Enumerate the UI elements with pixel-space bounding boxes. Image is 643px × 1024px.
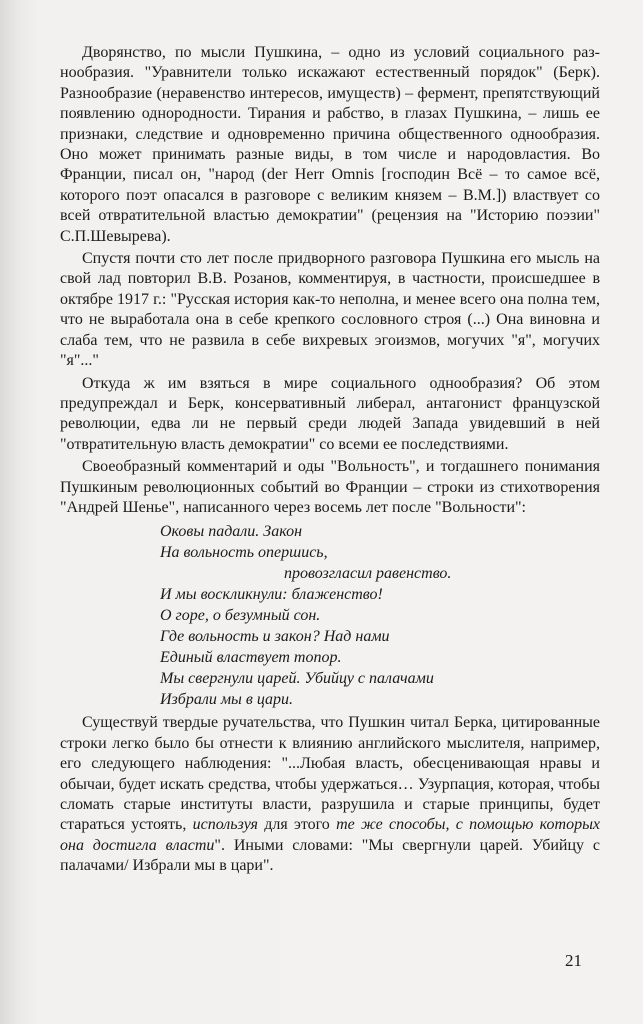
paragraph-text: для этого [257,816,337,834]
page-number: 21 [565,951,582,970]
paragraph-text: ". Иными словами: "Мы свергнули царей. Убийцу с палачами/ Избрали мы в цари". [60,836,601,875]
paragraph [60,713,600,876]
poem-line: Мы свергнули царей. Убийцу с палачами [160,670,434,688]
poem-quote [160,521,600,710]
poem-line: Единый властвует топор. [160,649,342,667]
paragraph-text: Существуй твердые ручательства, что Пушкин читал Берка, цитированные строки легко было бы отнести к влиянию английского мыслителя, например, его следующего наблюдения: "...Любая власть, обесценивающая нравы и обычаи, будет искать средства, чтобы удержаться… Узурпация, которая, чтобы сломать старые институты власти, разрушила и старые принципы, будет стараться устоять, [60,714,600,834]
poem-line: О горе, о безумный сон. [160,607,321,625]
page-text [60,43,600,877]
paragraph: Дворянство, по мысли Пушкина, – одно из условий социального разнообразия. "Уравнители только искажают естественный порядок" (Берк). Разнообразие (неравенство интересов, имуществ) – фермент, препятствующий появлению однородности. Тирания и рабство, в глазах Пушкина, – лишь ее признаки, следствие и одновременно причина общественного однообразия. Оно может принимать разные виды, в том числе и народовластия. Во Франции, писал он, "народ (der Herr Omnis [господин Всё – то самое всё, которого поэт опасался в разговоре с великим князем – В.М.]) властвует со всей отвратительной властью демократии" (рецензия на "Историю поэзии" С.П.Шевырева). [60,44,600,245]
paragraph: Спустя почти сто лет после придворного разговора Пушкина его мысль на свой лад повторил В.В. Розанов, комментируя, в частности, происшедшее в октябре 1917 г.: "Русская история как-то неполна, и менее всего она полна тем, что не выработала она в себе крепкого сословного строя (...) Она виновна и слаба тем, что не развила в себе вихревых эгоизмов, могучих "я", могучих "я"..." [60,250,600,370]
paragraph: Откуда ж им взяться в мире социального однообразия? Об этом предупреждал и Берк, консервативный либерал, антагонист французской революции, едва ли не первый среди людей Запада увидевший в ней "отвратительную власть демократии" со всеми ее последствиями. [60,374,600,453]
poem-line: И мы воскликнули: блаженство! [160,586,383,604]
italic-text: используя [192,816,258,834]
paragraph: Своеобразный комментарий и оды "Вольность", и тогдашнего понимания Пушкиным революционных событий во Франции – строки из стихотворения "Андрей Шенье", написанного через восемь лет после "Вольности": [60,458,600,516]
poem-line: провозгласил равенство. [284,565,452,583]
italic-text: те же способы, с помощью которых она достигла власти [60,816,601,854]
poem-line: Избрали мы в цари. [160,691,294,709]
poem-line: На вольность опершись, [160,544,328,562]
poem-line: Где вольность и закон? Над нами [160,628,390,646]
poem-line: Оковы падали. Закон [160,523,303,541]
